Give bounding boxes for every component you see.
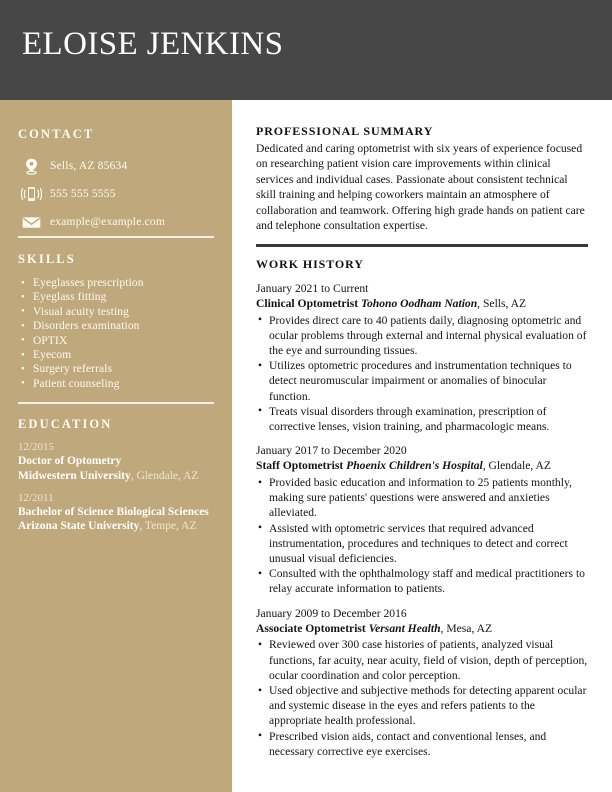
list-item: • Eyeglasses prescription — [18, 276, 214, 290]
professional-summary-section — [256, 124, 588, 233]
contact-address-text: Sells, AZ 85634 — [50, 160, 128, 172]
education-location: , Tempe, AZ — [139, 520, 197, 533]
sidebar — [0, 100, 232, 792]
list-item: • Provides direct care to 40 patients daily, diagnosing optometric and ocular problems through external and internal physical evaluation of the eye and surrounding tissues. — [256, 313, 588, 359]
job-company: Tohono Oodham Nation — [360, 297, 478, 311]
contact-heading: CONTACT — [18, 127, 95, 141]
envelope-icon — [18, 216, 44, 229]
education-school: Midwestern University — [18, 469, 131, 482]
contact-section — [18, 100, 214, 236]
work-history-section — [256, 257, 588, 759]
list-item: • Treats visual disorders through examination, prescription of corrective lenses, vision training, and pharmacologic means. — [256, 404, 588, 434]
job-company: Versant Health — [368, 621, 441, 635]
education-school: Arizona State University — [18, 520, 140, 533]
mobile-phone-icon — [18, 186, 44, 202]
job-bullet-list — [256, 313, 588, 435]
education-date: 12/2015 — [18, 441, 55, 454]
contact-phone-text: 555 555 5555 — [50, 188, 116, 200]
job-date: January 2009 to December 2016 — [256, 606, 407, 620]
job-title-line — [256, 296, 588, 312]
skills-heading: SKILLS — [18, 252, 76, 266]
job-date: January 2017 to December 2020 — [256, 444, 407, 458]
education-school-line — [18, 519, 214, 533]
education-entry — [18, 491, 214, 534]
list-item: • Eyecom — [18, 348, 214, 362]
contact-list — [18, 152, 214, 236]
education-section — [18, 404, 214, 534]
job-entry — [256, 443, 588, 596]
list-item: • Surgery referrals — [18, 362, 214, 376]
location-pin-icon — [18, 158, 44, 175]
summary-text: Dedicated and caring optometrist with six years of experience focused on researching patient vision care improvements within clinical services and individual cases. Passionate about consistent technical skill training and helping coworkers maintain an atmosphere of collaboration and teamwork. Offering high grade hands on patient care and telephone consultation expertise. — [256, 142, 585, 233]
work-history-heading: WORK HISTORY — [256, 256, 364, 271]
skills-list — [18, 276, 214, 391]
list-item: • Disorders examination — [18, 319, 214, 333]
list-item: • Assisted with optometric services that required advanced instrumentation, procedures and techniques to detect and correct unusual visual deficiencies. — [256, 521, 588, 567]
education-degree: Bachelor of Science Biological Sciences — [18, 506, 209, 519]
job-bullet-list — [256, 637, 588, 759]
skills-section — [18, 238, 214, 391]
contact-item-email — [18, 208, 214, 236]
job-bullet-list — [256, 475, 588, 597]
job-title: Staff Optometrist — [256, 459, 347, 473]
summary-heading: PROFESSIONAL SUMMARY — [256, 124, 434, 138]
job-location: , Mesa, AZ — [440, 621, 493, 635]
page-title: ELOISE JENKINS — [22, 26, 284, 62]
job-entry — [256, 281, 588, 434]
education-heading: EDUCATION — [18, 417, 113, 432]
job-title-line — [256, 458, 588, 474]
contact-email-text: example@example.com — [50, 216, 165, 228]
list-item: • Utilizes optometric procedures and instrumentation techniques to detect neuromuscular impairment or anomalies of binocular function. — [256, 358, 588, 404]
resume-header — [0, 0, 612, 100]
education-location: , Glendale, AZ — [130, 469, 199, 482]
job-location: , Sells, AZ — [477, 297, 527, 311]
education-degree: Doctor of Optometry — [18, 455, 122, 468]
list-item: • Reviewed over 300 case histories of patients, analyzed visual functions, far acuity, near acuity, field of vision, depth of perception, ocular coordination and color perception. — [256, 637, 588, 683]
list-item: • Provided basic education and information to 25 patients monthly, making sure patients' questions were answered and anxieties alleviated. — [256, 475, 588, 521]
job-date: January 2021 to Current — [256, 281, 369, 295]
list-item: • Eyeglass fitting — [18, 290, 214, 304]
job-title: Clinical Optometrist — [256, 297, 361, 311]
list-item: • Prescribed vision aids, contact and conventional lenses, and necessary corrective eye exercises. — [256, 729, 588, 759]
list-item: • Visual acuity testing — [18, 305, 214, 319]
list-item: • Used objective and subjective methods for detecting apparent ocular and systemic disease in the eyes and refers patients to the appropriate health professional. — [256, 683, 588, 729]
education-school-line — [18, 469, 214, 483]
job-title: Associate Optometrist — [256, 621, 369, 635]
list-item: • Consulted with the ophthalmology staff and medical practitioners to relay accurate information to patients. — [256, 566, 588, 596]
education-entry — [18, 440, 214, 483]
job-company: Phoenix Children's Hospital — [346, 459, 483, 473]
list-item: • OPTIX — [18, 334, 214, 348]
contact-item-phone — [18, 180, 214, 208]
section-divider — [256, 244, 588, 246]
contact-item-address — [18, 152, 214, 180]
list-item: • Patient counseling — [18, 377, 214, 391]
job-entry — [256, 606, 588, 759]
education-date: 12/2011 — [18, 492, 54, 505]
main-column — [232, 100, 612, 792]
job-location: , Glendale, AZ — [482, 459, 551, 473]
job-title-line — [256, 621, 588, 637]
